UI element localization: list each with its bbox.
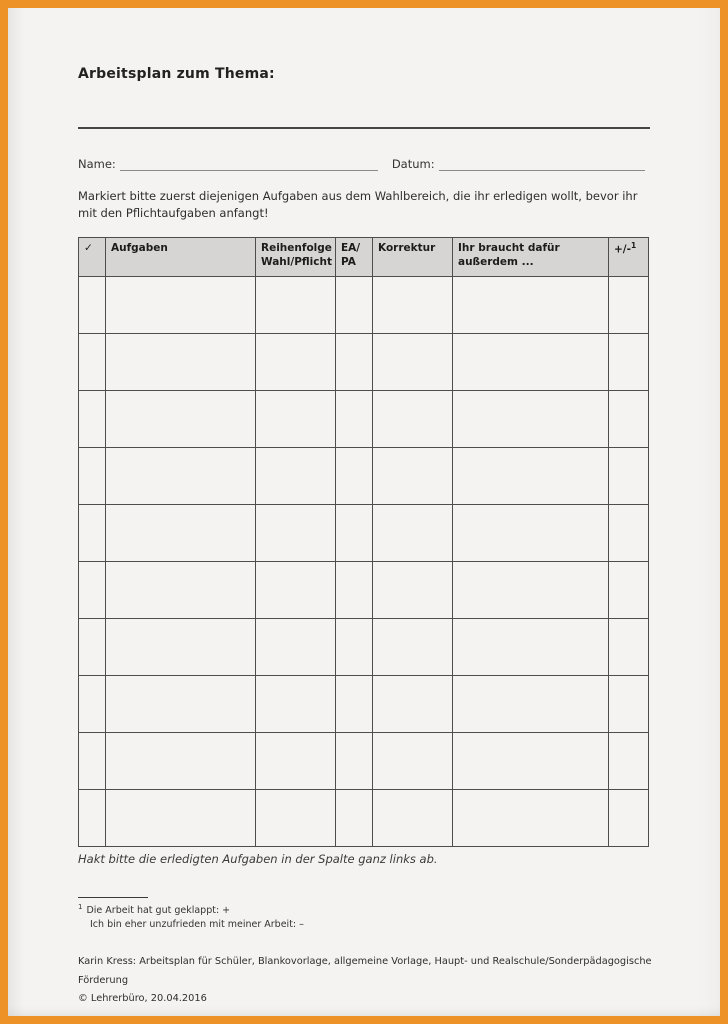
table-cell bbox=[373, 334, 453, 391]
table-cell bbox=[373, 790, 453, 847]
table-cell bbox=[79, 277, 106, 334]
name-date-row bbox=[78, 156, 650, 171]
table-cell bbox=[373, 619, 453, 676]
column-header-aufgaben: Aufgaben bbox=[106, 238, 256, 277]
table-cell bbox=[373, 391, 453, 448]
table-cell bbox=[453, 676, 609, 733]
table-cell bbox=[256, 391, 336, 448]
table-cell bbox=[106, 619, 256, 676]
footnote-rule bbox=[78, 897, 148, 898]
table-cell bbox=[106, 391, 256, 448]
table-row bbox=[79, 733, 649, 790]
check-instruction-note: Hakt bitte die erledigten Aufgaben in der Spalte ganz links ab. bbox=[78, 852, 438, 866]
footnote-line-1 bbox=[78, 902, 478, 918]
table-row bbox=[79, 334, 649, 391]
table-cell bbox=[453, 391, 609, 448]
table-row bbox=[79, 505, 649, 562]
footnote-marker: 1 bbox=[78, 903, 83, 911]
table-row bbox=[79, 277, 649, 334]
table-cell bbox=[373, 505, 453, 562]
table-cell bbox=[453, 562, 609, 619]
table-cell bbox=[256, 790, 336, 847]
table-cell bbox=[79, 790, 106, 847]
table-cell bbox=[106, 334, 256, 391]
table-cell bbox=[106, 562, 256, 619]
credits bbox=[78, 953, 656, 1009]
table-cell bbox=[336, 676, 373, 733]
table-row bbox=[79, 676, 649, 733]
table-cell bbox=[453, 505, 609, 562]
table-cell bbox=[256, 448, 336, 505]
table-cell bbox=[256, 619, 336, 676]
table-row bbox=[79, 562, 649, 619]
table-cell bbox=[106, 505, 256, 562]
footnote-text-1: Die Arbeit hat gut geklappt: + bbox=[86, 905, 231, 917]
table-cell bbox=[453, 334, 609, 391]
table-cell bbox=[453, 733, 609, 790]
table-row bbox=[79, 790, 649, 847]
column-header-korrektur: Korrektur bbox=[373, 238, 453, 277]
table-cell bbox=[609, 562, 649, 619]
table-row bbox=[79, 448, 649, 505]
table-cell bbox=[609, 790, 649, 847]
name-label: Name: bbox=[78, 157, 116, 171]
date-label: Datum: bbox=[391, 157, 435, 171]
table-cell bbox=[336, 733, 373, 790]
table-cell bbox=[79, 676, 106, 733]
table-cell bbox=[453, 619, 609, 676]
table-cell bbox=[256, 505, 336, 562]
table-cell bbox=[79, 391, 106, 448]
credits-line-1: Karin Kress: Arbeitsplan für Schüler, Blankovorlage, allgemeine Vorlage, Haupt- und Realschule/Sonderpädagogische Förderung bbox=[78, 956, 652, 986]
table-cell bbox=[256, 676, 336, 733]
table-cell bbox=[373, 562, 453, 619]
credits-line-2: © Lehrerbüro, 20.04.2016 bbox=[78, 993, 207, 1005]
table-cell bbox=[609, 505, 649, 562]
table-cell bbox=[609, 334, 649, 391]
table-cell bbox=[256, 334, 336, 391]
column-header-plus-minus: +/-$^1$ bbox=[609, 238, 649, 277]
name-line bbox=[120, 156, 378, 171]
table-cell bbox=[79, 562, 106, 619]
table-cell bbox=[453, 790, 609, 847]
table-cell bbox=[609, 733, 649, 790]
table-cell bbox=[106, 448, 256, 505]
table-cell bbox=[609, 676, 649, 733]
table-cell bbox=[336, 334, 373, 391]
table-cell bbox=[106, 733, 256, 790]
column-header-reihenfolge: Reihenfolge Wahl/Pflicht bbox=[256, 238, 336, 277]
table-cell bbox=[336, 277, 373, 334]
table-cell bbox=[106, 277, 256, 334]
table-cell bbox=[79, 448, 106, 505]
table-cell bbox=[336, 562, 373, 619]
table-cell bbox=[373, 733, 453, 790]
table-cell bbox=[609, 619, 649, 676]
table-cell bbox=[373, 277, 453, 334]
column-header-material: Ihr braucht dafür außerdem ... bbox=[453, 238, 609, 277]
table-cell bbox=[106, 790, 256, 847]
table-cell bbox=[453, 277, 609, 334]
title-rule bbox=[78, 127, 650, 129]
document-page bbox=[8, 8, 720, 1016]
table-cell bbox=[336, 391, 373, 448]
table-cell bbox=[256, 277, 336, 334]
table-cell bbox=[79, 505, 106, 562]
table-cell bbox=[453, 448, 609, 505]
column-header-check: ✓ bbox=[79, 238, 106, 277]
table-header-row bbox=[79, 238, 649, 277]
page-title: Arbeitsplan zum Thema: bbox=[78, 66, 275, 82]
table-cell bbox=[79, 334, 106, 391]
table-cell bbox=[609, 391, 649, 448]
footnote-line-2: Ich bin eher unzufrieden mit meiner Arbeit: – bbox=[90, 919, 304, 931]
table-cell bbox=[106, 676, 256, 733]
table-cell bbox=[336, 619, 373, 676]
table-cell bbox=[336, 790, 373, 847]
table-cell bbox=[609, 448, 649, 505]
table-cell bbox=[79, 733, 106, 790]
table-cell bbox=[609, 277, 649, 334]
instruction-text: Markiert bitte zuerst diejenigen Aufgaben aus dem Wahlbereich, die ihr erledigen wollt, bevor ihr mit den Pflichtaufgaben anfangt! bbox=[78, 189, 638, 220]
table-cell bbox=[336, 505, 373, 562]
footnote bbox=[78, 902, 478, 933]
arbeitsplan-table bbox=[78, 237, 649, 847]
table-cell bbox=[79, 619, 106, 676]
table-cell bbox=[256, 562, 336, 619]
table-cell bbox=[373, 676, 453, 733]
column-header-ea-pa: EA/ PA bbox=[336, 238, 373, 277]
table-row bbox=[79, 619, 649, 676]
table-cell bbox=[373, 448, 453, 505]
date-line bbox=[439, 156, 645, 171]
table-cell bbox=[336, 448, 373, 505]
table-cell bbox=[256, 733, 336, 790]
table-row bbox=[79, 391, 649, 448]
